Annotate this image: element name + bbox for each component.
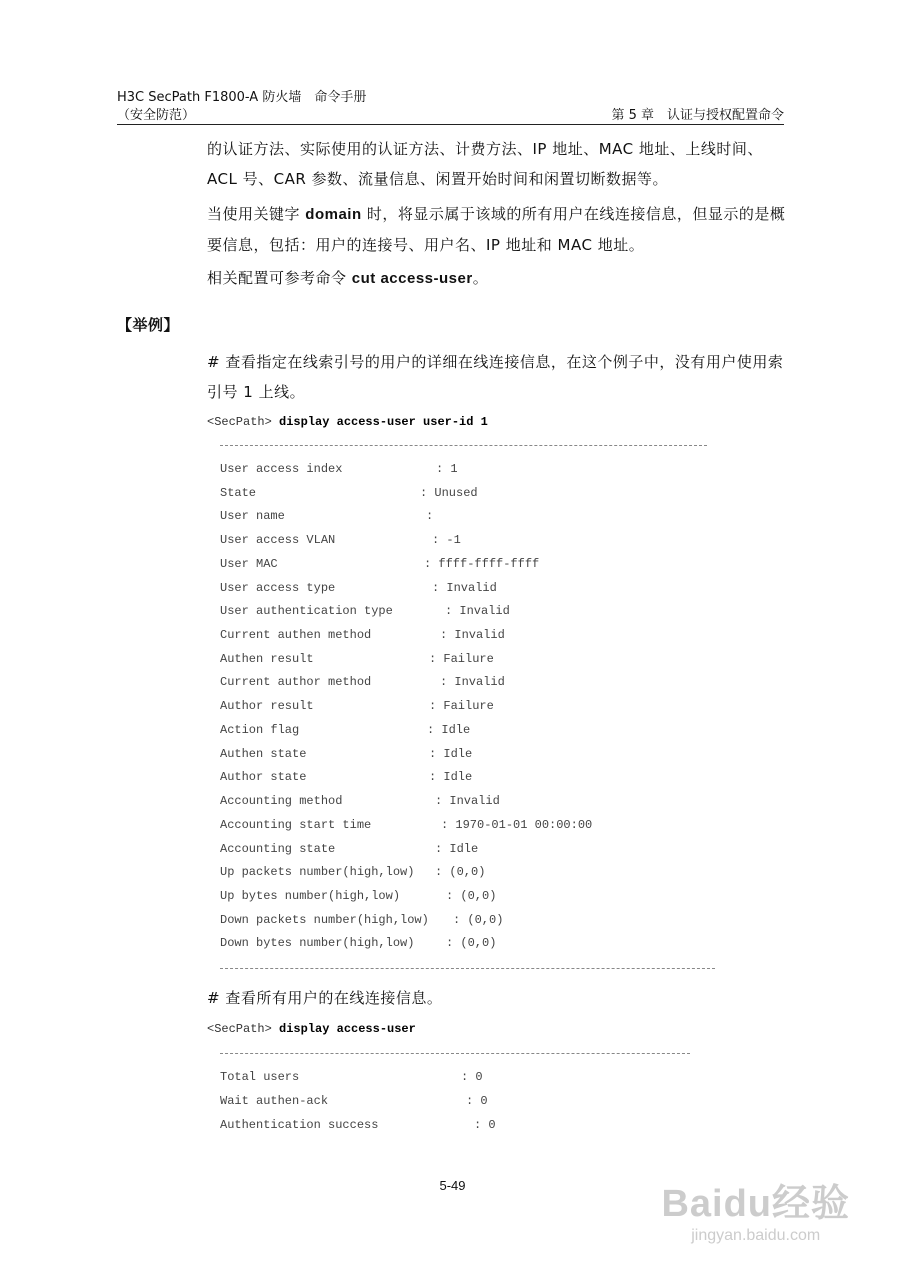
field-label: State xyxy=(220,485,257,500)
field-value: : Failure xyxy=(429,651,494,666)
value-text: 0 xyxy=(488,1117,496,1132)
field-value: : Unused xyxy=(420,485,478,500)
field-label: Current author method xyxy=(220,675,372,690)
field-label: Down bytes number(high,low) xyxy=(220,936,415,951)
field-value: : Idle xyxy=(427,722,471,737)
field-value: : (0,0) xyxy=(453,912,504,927)
output-row xyxy=(220,509,441,524)
value-text: Failure xyxy=(443,651,494,666)
output-row xyxy=(220,675,505,690)
field-value: : 0 xyxy=(461,1070,483,1084)
text: 时，将显示属于该域的所有用户在线连接信息，但显示的是概要信息，包括：用户的连接号、用户名、IP 地址和 MAC 地址。 xyxy=(207,205,786,254)
text: 当使用关键字 xyxy=(207,205,306,223)
output-row xyxy=(220,580,497,595)
field-label: Authentication success xyxy=(220,1117,379,1132)
output-row xyxy=(220,841,479,856)
value-text: (0,0) xyxy=(460,888,497,903)
output-row xyxy=(220,817,593,832)
paragraph-domain xyxy=(207,199,787,260)
field-label: User access index xyxy=(220,462,343,476)
output-row xyxy=(220,628,505,643)
output-row xyxy=(220,770,473,785)
value-text: (0,0) xyxy=(467,912,504,927)
field-value: : (0,0) xyxy=(446,888,497,903)
field-value: : Failure xyxy=(429,699,494,714)
value-text: (0,0) xyxy=(460,936,497,951)
field-label: User authentication type xyxy=(220,604,393,619)
field-value: : (0,0) xyxy=(435,865,486,880)
separator-line xyxy=(220,445,707,446)
separator-line xyxy=(220,968,715,969)
value-text: 0 xyxy=(480,1093,488,1108)
output-row xyxy=(220,865,486,880)
command: display access-user user-id 1 xyxy=(279,415,488,429)
field-value: : (0,0) xyxy=(446,936,497,951)
field-label: Accounting state xyxy=(220,841,336,856)
header-divider xyxy=(117,124,784,125)
value-text: 0 xyxy=(475,1070,483,1084)
field-value: : Idle xyxy=(429,770,473,785)
output-row xyxy=(220,936,497,951)
field-value: : Invalid xyxy=(440,628,505,643)
output-row xyxy=(220,746,473,761)
field-value: : 0 xyxy=(474,1117,496,1132)
output-row xyxy=(220,722,471,737)
value-text: -1 xyxy=(446,533,461,548)
value-text: Idle xyxy=(441,722,471,737)
prompt: <SecPath> xyxy=(207,1022,280,1036)
example2-command xyxy=(207,1022,416,1036)
output-row xyxy=(220,533,461,548)
value-text: Invalid xyxy=(446,580,497,595)
example2-description: # 查看所有用户的在线连接信息。 xyxy=(207,989,443,1007)
example-heading: 【举例】 xyxy=(117,316,180,334)
output-row xyxy=(220,794,500,809)
field-label: Author state xyxy=(220,770,307,785)
output-row xyxy=(220,556,540,571)
field-value: : 1970-01-01 00:00:00 xyxy=(441,817,593,832)
manual-title: H3C SecPath F1800-A 防火墙 命令手册 xyxy=(117,90,367,105)
example1-description: # 查看指定在线索引号的用户的详细在线连接信息，在这个例子中，没有用户使用索引号 1 上线。 xyxy=(207,353,784,401)
value-text: 1 xyxy=(450,462,458,476)
value-text: Unused xyxy=(434,485,478,500)
baidu-watermark xyxy=(661,1172,850,1245)
field-label: User access type xyxy=(220,580,336,595)
example1-command xyxy=(207,415,488,429)
field-label: Wait authen-ack xyxy=(220,1093,329,1108)
output-row xyxy=(220,1117,496,1132)
field-value: : -1 xyxy=(432,533,461,548)
prompt: <SecPath> xyxy=(207,415,280,429)
output-row xyxy=(220,462,458,476)
field-label: Authen state xyxy=(220,746,307,761)
field-label: Authen result xyxy=(220,651,314,666)
field-value: : Idle xyxy=(435,841,479,856)
output-row xyxy=(220,1070,483,1084)
output-row xyxy=(220,651,494,666)
field-label: Author result xyxy=(220,699,314,714)
field-value: : Invalid xyxy=(445,604,510,619)
field-value: : xyxy=(426,509,441,524)
output-row xyxy=(220,1093,488,1108)
chapter-title: 第 5 章 认证与授权配置命令 xyxy=(611,108,784,123)
value-text: 1970-01-01 00:00:00 xyxy=(455,817,593,832)
field-value: : Invalid xyxy=(435,794,500,809)
keyword: cut access-user xyxy=(351,270,473,287)
field-label: User name xyxy=(220,509,285,524)
field-label: Accounting start time xyxy=(220,817,372,832)
page-number: 5-49 xyxy=(439,1178,466,1193)
field-label: User MAC xyxy=(220,556,278,571)
field-value: : Idle xyxy=(429,746,473,761)
output-row xyxy=(220,912,504,927)
output-row xyxy=(220,699,494,714)
value-text: Idle xyxy=(449,841,479,856)
value-text: ffff-ffff-ffff xyxy=(438,556,540,571)
field-label: Down packets number(high,low) xyxy=(220,912,429,927)
value-text: Failure xyxy=(443,699,494,714)
separator-line xyxy=(220,1053,690,1054)
value-text: Invalid xyxy=(454,675,505,690)
paragraph-related xyxy=(207,263,787,294)
field-label: Total users xyxy=(220,1070,300,1084)
field-value: : Invalid xyxy=(440,675,505,690)
field-label: Up packets number(high,low) xyxy=(220,865,415,880)
command: display access-user xyxy=(279,1022,416,1036)
field-value: : Invalid xyxy=(432,580,497,595)
field-value: : ffff-ffff-ffff xyxy=(424,556,540,571)
manual-subtitle: （安全防范） xyxy=(117,108,196,123)
field-label: Up bytes number(high,low) xyxy=(220,888,401,903)
field-label: Action flag xyxy=(220,722,300,737)
field-label: Current authen method xyxy=(220,628,372,643)
value-text: Invalid xyxy=(459,604,510,619)
value-text: Invalid xyxy=(449,794,500,809)
value-text: Invalid xyxy=(454,628,505,643)
keyword: domain xyxy=(305,206,362,223)
text: 。 xyxy=(472,269,489,287)
watermark-url: jingyan.baidu.com xyxy=(691,1227,821,1244)
text: 相关配置可参考命令 xyxy=(207,269,352,287)
output-row xyxy=(220,888,497,903)
output-row xyxy=(220,485,478,500)
field-label: Accounting method xyxy=(220,794,343,809)
watermark-logo: Baidu经验 xyxy=(661,1183,850,1225)
field-label: User access VLAN xyxy=(220,533,336,548)
field-value: : 1 xyxy=(436,462,458,476)
value-text: (0,0) xyxy=(449,865,486,880)
output-row xyxy=(220,604,510,619)
field-value: : 0 xyxy=(466,1093,488,1108)
value-text: Idle xyxy=(443,746,473,761)
paragraph-description: 的认证方法、实际使用的认证方法、计费方法、IP 地址、MAC 地址、上线时间、ACL 号、CAR 参数、流量信息、闲置开始时间和闲置切断数据等。 xyxy=(207,140,763,188)
value-text: Idle xyxy=(443,770,473,785)
